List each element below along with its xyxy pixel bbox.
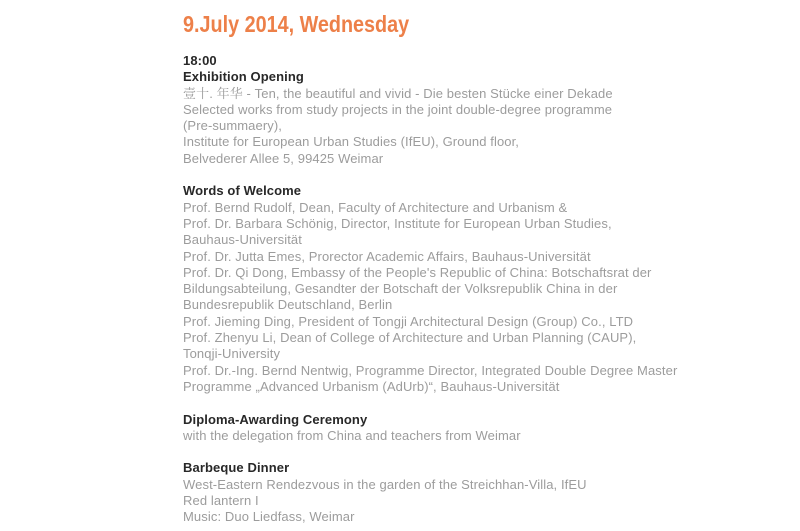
text-line: Bundesrepublik Deutschland, Berlin bbox=[183, 297, 393, 313]
text-line: (Pre-summaery), bbox=[183, 118, 283, 134]
text-line: Bildungsabteilung, Gesandter der Botschaft der Volksrepublik China in der bbox=[183, 281, 618, 297]
event-barbeque-dinner bbox=[183, 460, 643, 525]
text-line: 壹十. 年华 - Ten, the beautiful and vivid - Die besten Stücke einer Dekade bbox=[183, 85, 613, 101]
event-title: Diploma-Awarding Ceremony bbox=[183, 411, 368, 427]
event-time: 18:00 bbox=[183, 53, 217, 68]
date-heading: 9.July 2014, Wednesday bbox=[183, 11, 410, 37]
text-line: Red lantern I bbox=[183, 493, 259, 509]
text-line: Programme „Advanced Urbanism (AdUrb)“, Bauhaus-Universität bbox=[183, 378, 560, 394]
text-line: Music: Duo Liedfass, Weimar bbox=[183, 509, 355, 525]
text-line: Prof. Dr.-Ing. Bernd Nentwig, Programme Director, Integrated Double Degree Master bbox=[183, 362, 678, 378]
text-line: West-Eastern Rendezvous in the garden of the Streichhan-Villa, IfEU bbox=[183, 476, 587, 492]
event-title: Words of Welcome bbox=[183, 183, 302, 199]
text-line: Prof. Zhenyu Li, Dean of College of Architecture and Urban Planning (CAUP), bbox=[183, 330, 637, 346]
text-line: Prof. Jieming Ding, President of Tongji Architectural Design (Group) Co., LTD bbox=[183, 313, 634, 329]
text-line: Prof. Dr. Barbara Schönig, Director, Institute for European Urban Studies, bbox=[183, 215, 612, 231]
text-line: Tonqji-University bbox=[183, 346, 281, 362]
event-diploma-awarding-ceremony bbox=[183, 412, 643, 445]
text-line: Institute for European Urban Studies (IfEU), Ground floor, bbox=[183, 134, 520, 150]
event-title: Barbeque Dinner bbox=[183, 460, 290, 476]
event-title: Exhibition Opening bbox=[183, 69, 304, 85]
text-line: Prof. Dr. Jutta Emes, Prorector Academic Affairs, Bauhaus-Universität bbox=[183, 248, 591, 264]
text-line: Selected works from study projects in the joint double-degree programme bbox=[183, 101, 613, 117]
text-line: with the delegation from China and teachers from Weimar bbox=[183, 427, 521, 443]
text-line: Prof. Dr. Qi Dong, Embassy of the People's Republic of China: Botschaftsrat der bbox=[183, 264, 652, 280]
event-exhibition-opening bbox=[183, 53, 643, 167]
program-content bbox=[183, 11, 678, 526]
text-line: Prof. Bernd Rudolf, Dean, Faculty of Architecture and Urbanism & bbox=[183, 199, 568, 215]
event-words-of-welcome bbox=[183, 183, 678, 395]
text-line: Bauhaus-Universität bbox=[183, 232, 302, 248]
text-line: Belvederer Allee 5, 99425 Weimar bbox=[183, 150, 384, 166]
